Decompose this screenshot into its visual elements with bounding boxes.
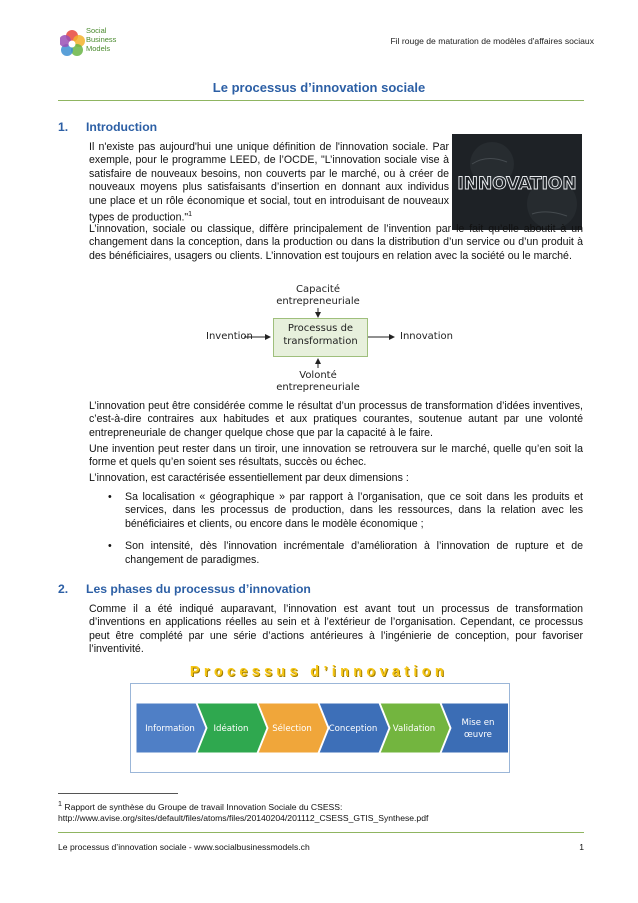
page-number: 1 — [579, 842, 584, 852]
intro-paragraph-1 — [89, 141, 449, 225]
process-step-label: Mise en œuvre — [461, 718, 495, 740]
footnote-divider — [58, 793, 178, 794]
process-step — [441, 703, 508, 753]
center-label-line-2: transformation — [283, 336, 358, 347]
chalk-innovation-word: INNOVATION — [457, 174, 577, 194]
intro-paragraph-5: L’innovation, est caractérisée essentiellement par deux dimensions : — [89, 472, 409, 484]
title-divider — [58, 100, 584, 101]
logo-text-2: Business — [86, 35, 117, 44]
footnote-number: 1 — [58, 800, 62, 808]
bottom-label-line-2: entrepreneuriale — [276, 382, 360, 393]
intro-paragraph-4: Une invention peut rester dans un tiroir, une innovation se retrouvera sur le marché, quelle qu’en soit la forme et quels qu’en soient ses résultats, succès ou échec. — [89, 443, 583, 469]
logo — [60, 18, 140, 68]
process-step-shape — [441, 703, 508, 753]
chalkboard-icon — [452, 134, 582, 230]
process-step-label: Idéation — [213, 724, 249, 734]
page-title: Le processus d’innovation sociale — [212, 80, 426, 95]
diagram-left-label: Invention — [206, 331, 253, 342]
top-label-line-2: entrepreneuriale — [276, 296, 360, 307]
process-steps — [130, 683, 508, 771]
bottom-label-line-1: Volonté — [299, 370, 337, 381]
intro-paragraph-3: L’innovation peut être considérée comme le résultat d’un processus de transformation d’idées inventives, c’est-à-dire contraires aux habitudes et aux pratiques courantes, soutenue autant par une volonté entrepreneuriale de changer quelque chose que par la capacité à le faire. — [89, 400, 583, 439]
intro-paragraph-1-text: Il n'existe pas aujourd'hui une unique définition de l'innovation sociale. Par exemple, pour le programme LEED, de l’OCDE, "L’innovation sociale vise à satisfaire de nouveaux besoins, non couverts par le marché, ou à créer de nouveaux moyens plus satisfaisants d’insertion en donnant aux individus une place et un rôle économique et social, tout en introduisant de nouveaux types de production." — [89, 141, 449, 224]
footnote-line-1: Rapport de synthèse du Groupe de travail Innovation Sociale du CSESS: — [64, 801, 343, 812]
process-step-label: Validation — [392, 724, 436, 734]
logo-text-1: Social — [86, 26, 107, 35]
intro-paragraph-2: L’innovation, sociale ou classique, diffère principalement de l’invention par le fait qu’elle aboutit à un changement dans la conception, dans la production ou dans la distribution d’un service ou d’un produit à des bénéficiaires, usagers ou clients. L’innovation est toujours en relation avec la société ou le marché. — [89, 223, 583, 262]
header-subtitle: Fil rouge de maturation de modèles d'affaires sociaux — [390, 36, 594, 46]
process-diagram-title: Processus d’innovation — [189, 664, 449, 680]
section-1-heading — [58, 120, 157, 134]
footnote-line-2: http://www.avise.org/sites/default/files/atoms/files/20140204/201112_CSESS_GTIS_Synthese.pdf — [58, 812, 429, 823]
diagram-center-label — [273, 322, 368, 348]
process-step-label: Information — [145, 724, 195, 734]
diagram-bottom-label — [268, 370, 368, 394]
bullet-dot-icon: • — [108, 540, 112, 553]
top-label-line-1: Capacité — [296, 284, 340, 295]
diagram-right-label: Innovation — [400, 331, 453, 342]
list-item — [108, 540, 583, 567]
dimensions-list — [108, 491, 583, 576]
process-step — [380, 703, 450, 753]
process-step — [197, 703, 267, 753]
footnote-ref: 1 — [188, 211, 193, 219]
process-step — [319, 703, 389, 753]
footnote — [58, 799, 584, 824]
section-1-title: Introduction — [86, 120, 158, 134]
innovation-chalkboard-image — [452, 134, 582, 230]
logo-text-3: Models — [86, 44, 111, 53]
footer-text: Le processus d’innovation sociale - www.socialbusinessmodels.ch — [58, 842, 310, 852]
process-step — [136, 703, 206, 753]
section-2-title: Les phases du processus d’innovation — [86, 582, 311, 596]
process-step-label: Conception — [328, 724, 378, 734]
phases-paragraph-1: Comme il a été indiqué auparavant, l’innovation est avant tout un processus de transformation d’inventions en applications réelles au sein et à l’extérieur de l’organisation. Cependant, ce processus peut être complété par une série d’actions antérieures à l’ingénierie de conception, pour favoriser l’inventivité. — [89, 603, 583, 656]
process-step — [258, 703, 328, 753]
section-1-number: 1. — [58, 120, 69, 134]
section-2-number: 2. — [58, 582, 69, 596]
process-step-label: Sélection — [272, 724, 312, 734]
list-item-text: Son intensité, dès l’innovation incrémentale d’amélioration à l’innovation de rupture et de changement de paradigmes. — [125, 540, 583, 566]
section-2-heading — [58, 582, 311, 596]
list-item-text: Sa localisation « géographique » par rapport à l’organisation, que ce soit dans les produits et services, dans les processus de production, dans les ressources, dans la relation avec les bénéficiaires et clients, ou encore dans le modèle économique ; — [125, 491, 583, 530]
diagram-top-label — [268, 284, 368, 308]
center-label-line-1: Processus de — [287, 323, 354, 334]
footer-divider — [58, 832, 584, 833]
bullet-dot-icon: • — [108, 491, 112, 503]
list-item — [108, 491, 583, 531]
